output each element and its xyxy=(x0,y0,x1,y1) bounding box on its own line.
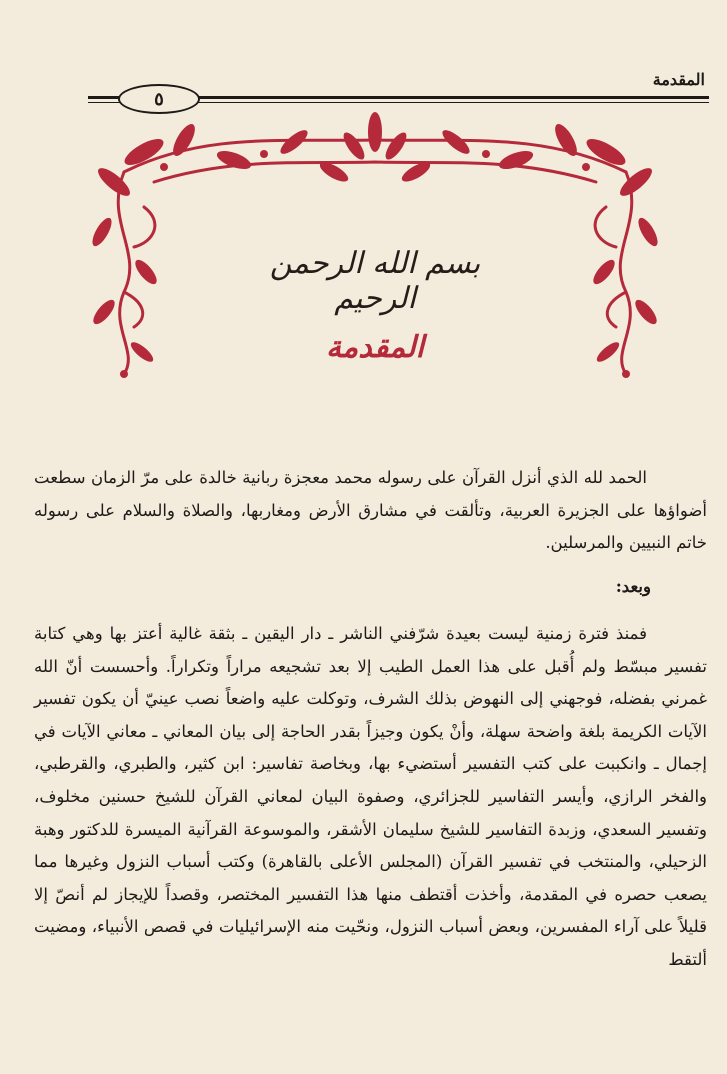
section-heading: وبعد: xyxy=(615,577,651,596)
section-title: المقدمة xyxy=(326,330,424,365)
running-title: المقدمة xyxy=(652,70,705,89)
paragraph-intro: الحمد لله الذي أنزل القرآن على رسوله محمد معجزة ربانية خالدة على مرّ الزمان سطعت أضواؤها على الجزيرة العربية، وتألقت في مشارق الأرض ومغاربها، والصلاة والسلام على رسوله خاتم النبيين والمرسلين. xyxy=(34,468,707,553)
basmala: بسم الله الرحمن الرحيم xyxy=(269,246,481,316)
paragraph-main: فمنذ فترة زمنية ليست بعيدة شرّفني الناشر ـ دار اليقين ـ بثقة غالية أعتز بها وهي كتابة تفسير مبسّط ولم أُقبل على هذا العمل الطيب إلا بعد تشجيعه مراراً وتكراراً. وأحسست أنّ الله غمرني بفضله، فوجهني إلى النهوض بذلك الشرف، وتوكلت عليه واضعاً نصب عينيّ أن يكون تفسير الآيات الكريمة بلغة واضحة سهلة، وأنْ يكون وجيزاً بقدر الحاجة إلى بيان المعاني ـ معاني الآيات في إجمال ـ وانكببت على كتب التفسير أستضيء بها، وبخاصة تفاسير: ابن كثير، والطبري، والقرطبي، والفخر الرازي، وأيسر التفاسير للجزائري، وصفوة البيان لمعاني القرآن للشيخ حسنين مخلوف، وتفسير السعدي، وزبدة التفاسير للشيخ سليمان الأشقر، والموسوعة القرآنية الميسرة للدكتور وهبة الزحيلي، والمنتخب في تفسير القرآن (المجلس الأعلى بالقاهرة) وكتب أسباب النزول وغيرها مما يصعب حصره في المقدمة، وأخذت أقتطف منها هذا التفسير المختصر، وقصداً للإيجاز لم أنصّ إلا قليلاً على آراء المفسرين، وبعض أسباب النزول، ونحّيت منه الإسرائيليات في قصص الأنبياء، ومضيت ألتقط xyxy=(34,624,707,969)
page-number: ٥ xyxy=(118,84,200,114)
